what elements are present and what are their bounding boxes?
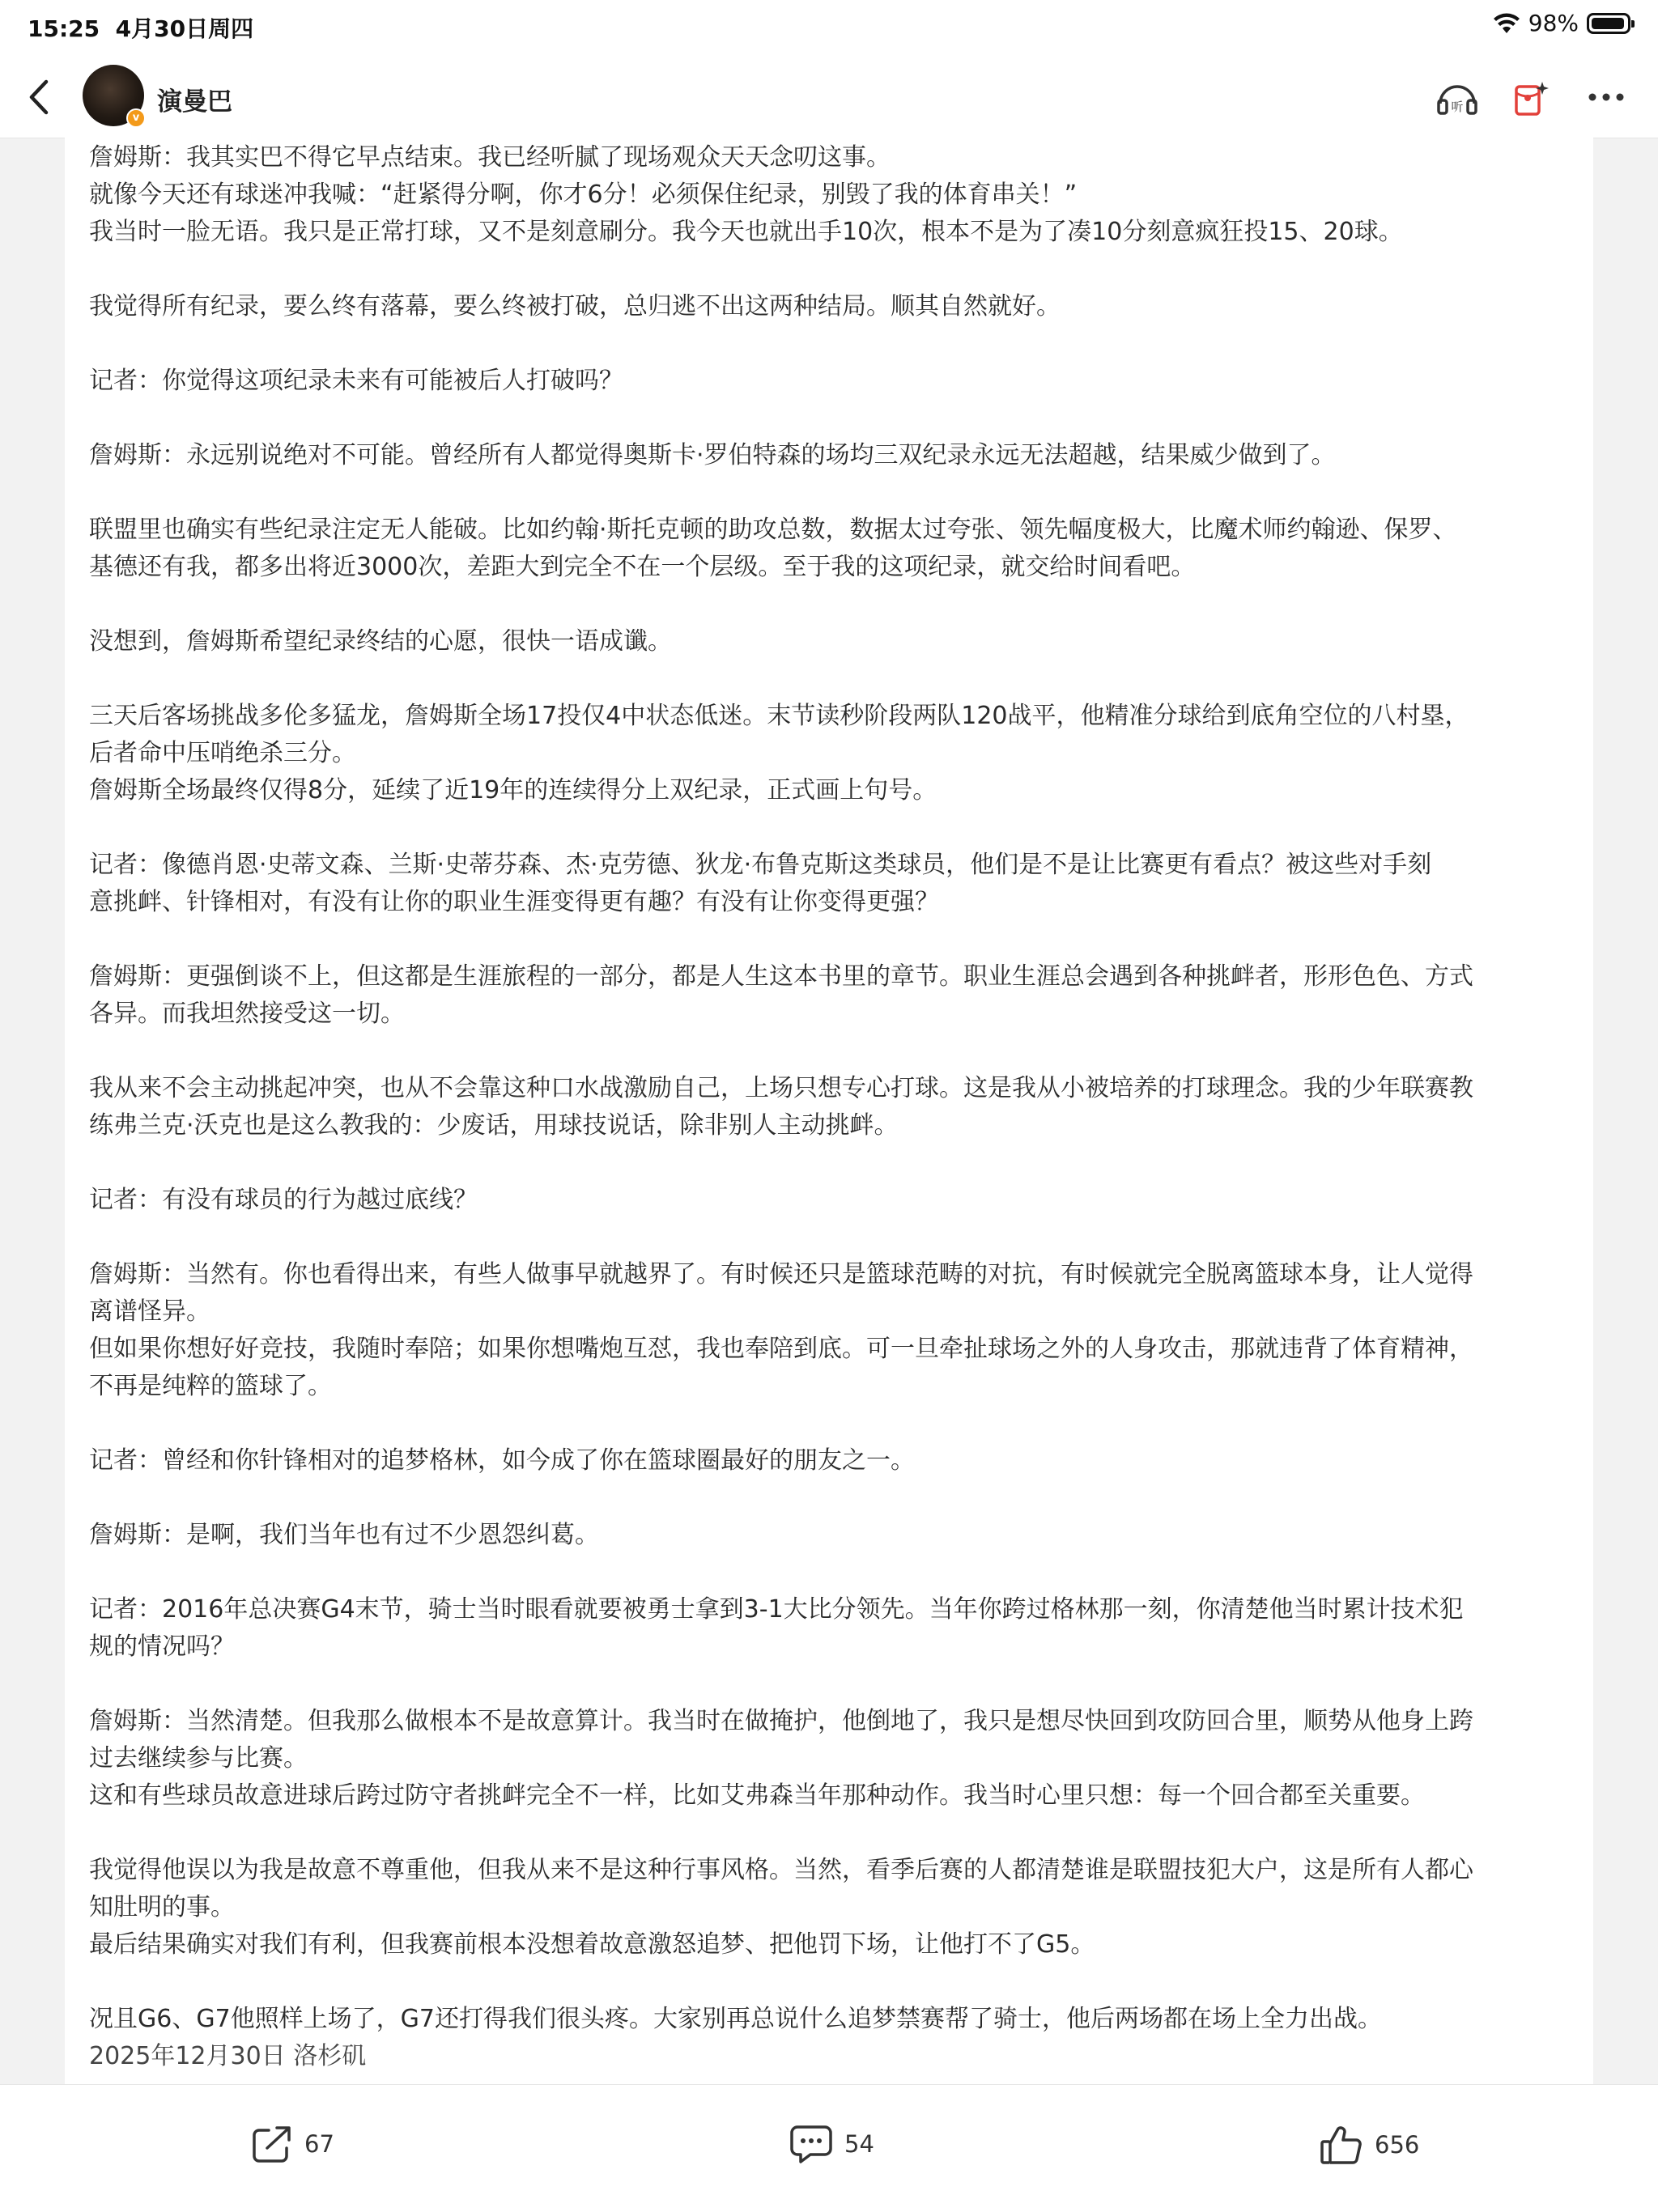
red-packet-icon (1511, 77, 1552, 117)
paragraph: 记者：2016年总决赛G4末节，骑士当时眼看就要被勇士拿到3-1大比分领先。当年你跨过格林那一刻，你清楚他当时累计技术犯 规的情况吗？ (89, 1595, 1464, 1661)
wifi-icon (1493, 12, 1520, 35)
share-icon (251, 2124, 293, 2164)
paragraph: 没想到，詹姆斯希望纪录终结的心愿，很快一语成谶。 (89, 627, 672, 656)
paragraph: 记者：有没有球员的行为越过底线？ (89, 1186, 478, 1214)
article-body (89, 139, 1571, 2075)
status-time (28, 11, 253, 44)
verified-badge-icon: v (126, 108, 146, 128)
dateline: 2025年12月30日 洛杉矶 (89, 2042, 367, 2070)
paragraph: 我从来不会主动挑起冲突，也从不会靠这种口水战激励自己，上场只想专心打球。这是我从小被培养的打球理念。我的少年联赛教 练弗兰克·沃克也是这么教我的：少废话，用球技说话，除非别人主动挑衅。 (89, 1074, 1473, 1140)
bottom-action-bar (0, 2084, 1658, 2212)
like-button[interactable] (1320, 2124, 1419, 2166)
back-icon (27, 79, 51, 116)
svg-text:听: 听 (1451, 100, 1464, 114)
date-text: 4月30日周四 (115, 15, 254, 42)
username[interactable]: 演曼巴 (157, 87, 232, 117)
more-icon (1588, 92, 1625, 102)
paragraph: 詹姆斯：是啊，我们当年也有过不少恩怨纠葛。 (89, 1521, 599, 1549)
paragraph: 詹姆斯：我其实巴不得它早点结束。我已经听腻了现场观众天天念叨这事。 就像今天还有球迷冲我喊：“赶紧得分啊，你才6分！必须保住纪录，别毁了我的体育串关！” 我当时一脸无语。我只是正常打球，又不是刻意刷分。我今天也就出手10次，根本不是为了凑10分刻意疯狂投15、20球。 (89, 143, 1403, 246)
comment-button[interactable] (789, 2124, 874, 2164)
paragraph: 我觉得所有纪录，要么终有落幕，要么终被打破，总归逃不出这两种结局。顺其自然就好。 (89, 292, 1061, 321)
more-button[interactable] (1584, 74, 1629, 120)
paragraph: 我觉得他误以为我是故意不尊重他，但我从来不是这种行事风格。当然，看季后赛的人都清楚谁是联盟技犯大户，这是所有人都心 知肚明的事。 最后结果确实对我们有利，但我赛前根本没想着故意激怒追梦、把他罚下场，让他打不了G5。 (89, 1856, 1473, 1959)
red-packet-button[interactable] (1509, 74, 1554, 120)
paragraph: 记者：曾经和你针锋相对的追梦格林，如今成了你在篮球圈最好的朋友之一。 (89, 1446, 915, 1475)
thumbs-up-icon (1320, 2124, 1363, 2166)
paragraph: 詹姆斯：永远别说绝对不可能。曾经所有人都觉得奥斯卡·罗伯特森的场均三双纪录永远无法超越，结果威少做到了。 (89, 441, 1336, 469)
paragraph: 三天后客场挑战多伦多猛龙，詹姆斯全场17投仅4中状态低迷。末节读秒阶段两队120战平，他精准分球给到底角空位的八村塁， 后者命中压哨绝杀三分。 詹姆斯全场最终仅得8分，延续了近19年的连续得分上双纪录，正式画上句号。 (89, 702, 1469, 805)
share-count: 67 (304, 2130, 334, 2158)
nav-bar (0, 57, 1658, 138)
nav-actions (1435, 74, 1629, 120)
listen-button[interactable] (1435, 74, 1480, 120)
back-button[interactable] (13, 71, 65, 123)
status-indicators (1493, 10, 1630, 36)
avatar[interactable] (83, 65, 144, 126)
battery-percent: 98% (1528, 10, 1579, 36)
listen-icon (1435, 78, 1479, 117)
share-button[interactable] (251, 2124, 334, 2164)
paragraph: 联盟里也确实有些纪录注定无人能破。比如约翰·斯托克顿的助攻总数，数据太过夸张、领先幅度极大，比魔术师约翰逊、保罗、 基德还有我，都多出将近3000次，差距大到完全不在一个层级。至于我的这项纪录，就交给时间看吧。 (89, 516, 1457, 581)
paragraph: 詹姆斯：当然有。你也看得出来，有些人做事早就越界了。有时候还只是篮球范畴的对抗，有时候就完全脱离篮球本身，让人觉得 离谱怪异。 但如果你想好好竞技，我随时奉陪；如果你想嘴炮互怼，我也奉陪到底。可一旦牵扯球场之外的人身攻击，那就违背了体育精神， 不再是纯粹的篮球了。 (89, 1260, 1473, 1400)
comment-icon (789, 2124, 833, 2164)
paragraph: 詹姆斯：当然清楚。但我那么做根本不是故意算计。我当时在做掩护，他倒地了，我只是想尽快回到攻防回合里，顺势从他身上跨 过去继续参与比赛。 这和有些球员故意进球后跨过防守者挑衅完全不一样，比如艾弗森当年那种动作。我当时心里只想：每一个回合都至关重要。 (89, 1707, 1473, 1810)
paragraph: 记者：像德肖恩·史蒂文森、兰斯·史蒂芬森、杰·克劳德、狄龙·布鲁克斯这类球员，他们是不是让比赛更有看点？被这些对手刻 意挑衅、针锋相对，有没有让你的职业生涯变得更有趣？有没有让你变得更强？ (89, 851, 1432, 916)
like-count: 656 (1375, 2131, 1420, 2159)
paragraph: 况且G6、G7他照样上场了，G7还打得我们很头疼。大家别再总说什么追梦禁赛帮了骑士，他后两场都在场上全力出战。 (89, 2005, 1383, 2033)
comment-count: 54 (844, 2130, 874, 2158)
paragraph: 詹姆斯：更强倒谈不上，但这都是生涯旅程的一部分，都是人生这本书里的章节。职业生涯总会遇到各种挑衅者，形形色色、方式 各异。而我坦然接受这一切。 (89, 962, 1473, 1028)
time-text: 15:25 (28, 15, 100, 42)
status-bar (0, 0, 1658, 57)
article-card (65, 138, 1593, 2084)
battery-icon (1587, 13, 1630, 34)
paragraph: 记者：你觉得这项纪录未来有可能被后人打破吗？ (89, 367, 623, 395)
